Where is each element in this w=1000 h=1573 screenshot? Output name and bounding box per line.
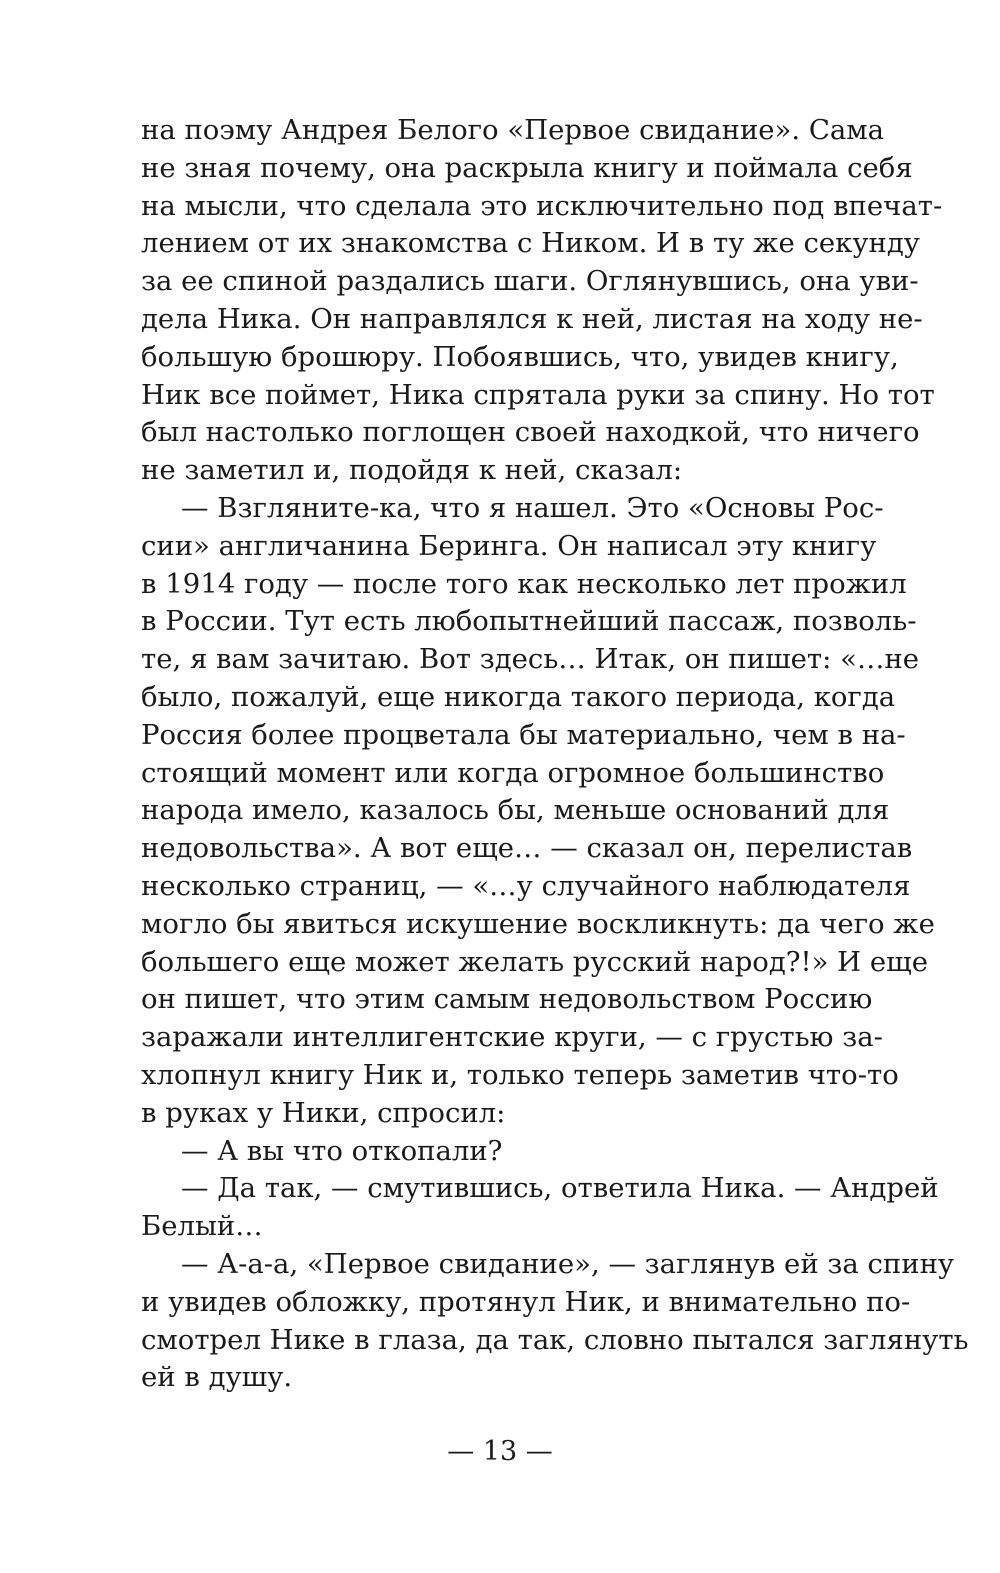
text-line: лением от их знакомства с Ником. И в ту же секунду — [141, 227, 920, 260]
text-line: на поэму Андрея Белого «Первое свидание». Сама — [141, 114, 885, 146]
text-line: в 1914 году — после того как несколько лет прожил — [141, 567, 907, 600]
text-line: большего еще может желать русский народ?!» И еще — [141, 945, 928, 978]
body-text — [141, 112, 969, 1397]
text-line: был настолько поглощен своей находкой, что ничего — [141, 416, 920, 449]
text-line: ей в душу. — [141, 1361, 293, 1394]
text-line: стоящий момент или когда огромное большинство — [141, 756, 885, 789]
text-line: смотрел Нике в глаза, да так, словно пытался заглянуть — [141, 1323, 969, 1356]
text-line: те, я вам зачитаю. Вот здесь… Итак, он пишет: «…не — [141, 643, 920, 676]
text-line: Россия более процветала бы материально, чем в на- — [141, 718, 906, 751]
text-line: могло бы явиться искушение воскликнуть: да чего же — [141, 907, 935, 940]
text-line: заражали интеллигентские круги, — с грустью за- — [141, 1021, 883, 1054]
text-line: не зная почему, она раскрыла книгу и поймала себя — [141, 151, 913, 184]
text-line: хлопнул книгу Ник и, только теперь заметив что-то — [141, 1058, 899, 1091]
text-line: Белый… — [141, 1210, 263, 1243]
text-line: сии» англичанина Беринга. Он написал эту книгу — [141, 529, 877, 562]
text-line: на мысли, что сделала это исключительно под впечат- — [141, 189, 943, 222]
text-line: не заметил и, подойдя к ней, сказал: — [141, 454, 683, 487]
text-line: было, пожалуй, еще никогда такого периода, когда — [141, 680, 896, 713]
text-line: несколько страниц, — «…у случайного наблюдателя — [141, 869, 911, 902]
text-line: за ее спиной раздались шаги. Оглянувшись, она уви- — [141, 265, 919, 298]
text-line: — Да так, — смутившись, ответила Ника. — Андрей — [181, 1172, 939, 1205]
text-line: дела Ника. Он направлялся к ней, листая на ходу не- — [141, 302, 923, 335]
text-line: народа имело, казалось бы, меньше оснований для — [141, 794, 890, 827]
text-line: недовольства». А вот еще… — сказал он, перелистав — [141, 832, 913, 865]
page-number: — 13 — — [447, 1436, 553, 1467]
text-line: и увидев обложку, протянул Ник, и внимательно по- — [141, 1285, 911, 1318]
text-line: в руках у Ники, спросил: — [141, 1096, 506, 1129]
text-line: — Взгляните-ка, что я нашел. Это «Основы Рос- — [181, 491, 884, 524]
text-line: Ник все поймет, Ника спрятала руки за спину. Но тот — [141, 378, 935, 411]
text-line: — А вы что откопали? — [181, 1134, 503, 1167]
text-line: большую брошюру. Побоявшись, что, увидев книгу, — [141, 340, 899, 373]
text-line: в России. Тут есть любопытнейший пассаж, позволь- — [141, 605, 917, 638]
text-line: он пишет, что этим самым недовольством Россию — [141, 983, 873, 1016]
text-line: — А-а-а, «Первое свидание», — заглянув ей за спину — [181, 1247, 955, 1280]
